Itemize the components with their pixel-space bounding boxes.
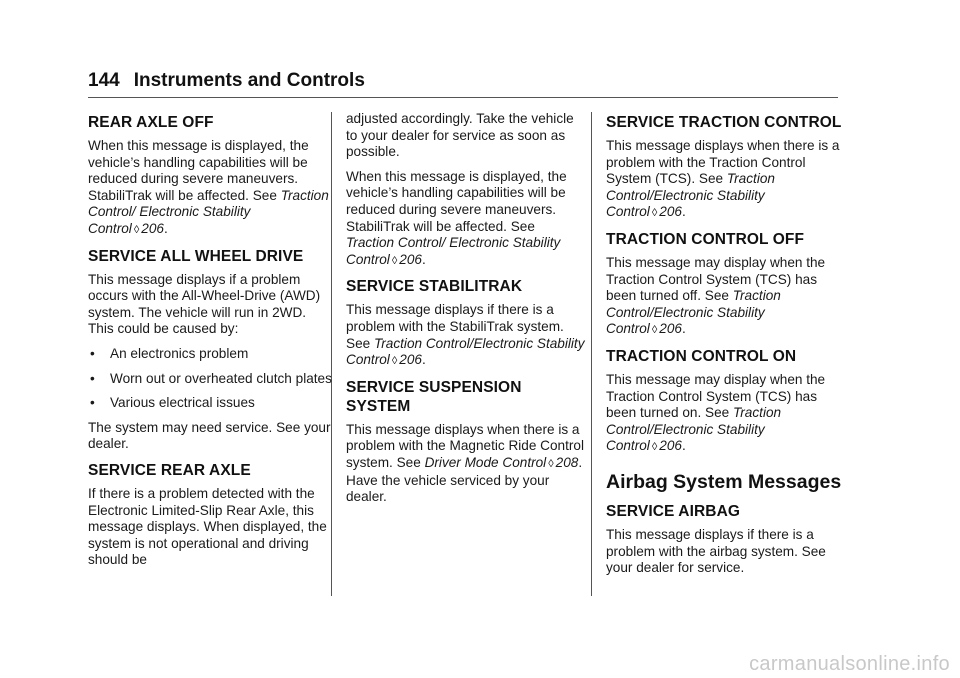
page-ref-number[interactable]: 206 xyxy=(659,204,682,220)
para-traction-off: This message may display when the Traction Control System (TCS) has been turned off. See Traction Control/Electronic Stability Control ◊ 206. xyxy=(606,254,826,337)
para-service-rear-axle: If there is a problem detected with the Electronic Limited-Slip Rear Axle, this message displays. When displayed, the system is not operational and driving should be xyxy=(88,485,327,568)
page-ref-number[interactable]: 206 xyxy=(399,251,422,267)
heading-airbag-section: Airbag System Messages xyxy=(606,470,842,493)
page-ref-icon: ◊ xyxy=(391,355,398,368)
cross-reference-link[interactable]: Traction Control/Electronic Stability Control xyxy=(606,288,781,337)
header-rule xyxy=(88,97,838,98)
page-ref-number[interactable]: 206 xyxy=(659,438,682,454)
page-number: 144 xyxy=(88,70,120,91)
cross-reference-link[interactable]: Traction Control/Electronic Stability Control xyxy=(346,335,585,368)
page-ref-icon: ◊ xyxy=(133,223,140,236)
heading-traction-off: TRACTION CONTROL OFF xyxy=(606,230,805,248)
section-title: Instruments and Controls xyxy=(133,70,365,91)
para-service-suspension: This message displays when there is a problem with the Magnetic Ride Control system. See Driver Mode Control ◊ 208. Have the vehicle serviced by your dealer. xyxy=(346,421,585,505)
list-item: • Worn out or overheated clutch plates xyxy=(88,371,333,388)
page-ref-icon: ◊ xyxy=(391,254,398,267)
cross-reference-link[interactable]: Traction Control/ Electronic Stability Control xyxy=(88,187,329,236)
heading-traction-on: TRACTION CONTROL ON xyxy=(606,347,797,365)
para-stabilitrak-affected: When this message is displayed, the vehicle’s handling capabilities will be reduced during severe maneuvers. StabiliTrak will be affected. See Traction Control/ Electronic Stability Control ◊ 206. xyxy=(346,168,567,267)
page-ref-number[interactable]: 206 xyxy=(399,352,422,368)
page-header xyxy=(88,70,365,92)
page-ref-icon: ◊ xyxy=(548,457,554,470)
para-service-traction: This message displays when there is a problem with the Traction Control System (TCS). See Traction Control/Electronic Stability Control ◊ 206. xyxy=(606,138,840,220)
cross-reference-link[interactable]: Traction Control/Electronic Stability Control xyxy=(606,405,782,454)
list-item: • An electronics problem xyxy=(88,346,333,363)
heading-rear-axle-off: REAR AXLE OFF xyxy=(88,114,214,131)
list-item: • Various electrical issues xyxy=(88,395,333,412)
para-rear-axle-off: When this message is displayed, the vehicle’s handling capabilities will be reduced during severe maneuvers. StabiliTrak will be affected. See Traction Control/ Electronic Stability Control ◊ 206. xyxy=(88,138,329,236)
page-ref-number[interactable]: 206 xyxy=(659,321,682,337)
heading-service-rear-axle: SERVICE REAR AXLE xyxy=(88,461,251,479)
causes-list xyxy=(88,346,333,412)
column-2 xyxy=(346,105,586,514)
para-traction-on: This message may display when the Traction Control System (TCS) has been turned on. See Traction Control/Electronic Stability Control ◊ 206. xyxy=(606,371,826,454)
cross-reference-link[interactable]: Traction Control/Electronic Stability Control xyxy=(606,171,775,220)
para-service-airbag: This message displays if there is a problem with the airbag system. See your dealer for service. xyxy=(606,526,826,576)
page-ref-number[interactable]: 208 xyxy=(555,454,579,470)
cross-reference-link[interactable]: Driver Mode Control xyxy=(424,454,547,470)
page-ref-number[interactable]: 206 xyxy=(141,220,164,236)
page-ref-icon: ◊ xyxy=(651,207,658,220)
para-continued: adjusted accordingly. Take the vehicle to your dealer for service as soon as possible. xyxy=(346,111,574,160)
watermark: carmanualsonline.info xyxy=(749,653,950,675)
para-awd-after: The system may need service. See your dealer. xyxy=(88,419,331,452)
heading-service-stabilitrak: SERVICE STABILITRAK xyxy=(346,278,523,296)
column-divider xyxy=(591,112,592,596)
column-1 xyxy=(88,105,333,577)
heading-service-awd: SERVICE ALL WHEEL DRIVE xyxy=(88,247,304,265)
para-service-stabilitrak: This message displays if there is a problem with the StabiliTrak system. See Traction Control/Electronic Stability Control ◊ 206. xyxy=(346,302,585,368)
para-service-awd: This message displays if a problem occurs with the All-Wheel-Drive (AWD) system. The vehicle will run in 2WD. This could be caused by: xyxy=(88,271,321,337)
heading-service-traction: SERVICE TRACTION CONTROL xyxy=(606,114,842,131)
cross-reference-link[interactable]: Traction Control/ Electronic Stability Control xyxy=(346,235,561,267)
page-ref-icon: ◊ xyxy=(651,324,658,337)
heading-service-airbag: SERVICE AIRBAG xyxy=(606,502,741,520)
column-3 xyxy=(606,105,844,585)
page-ref-icon: ◊ xyxy=(651,441,658,454)
heading-service-suspension: SERVICE SUSPENSION SYSTEM xyxy=(346,378,522,415)
